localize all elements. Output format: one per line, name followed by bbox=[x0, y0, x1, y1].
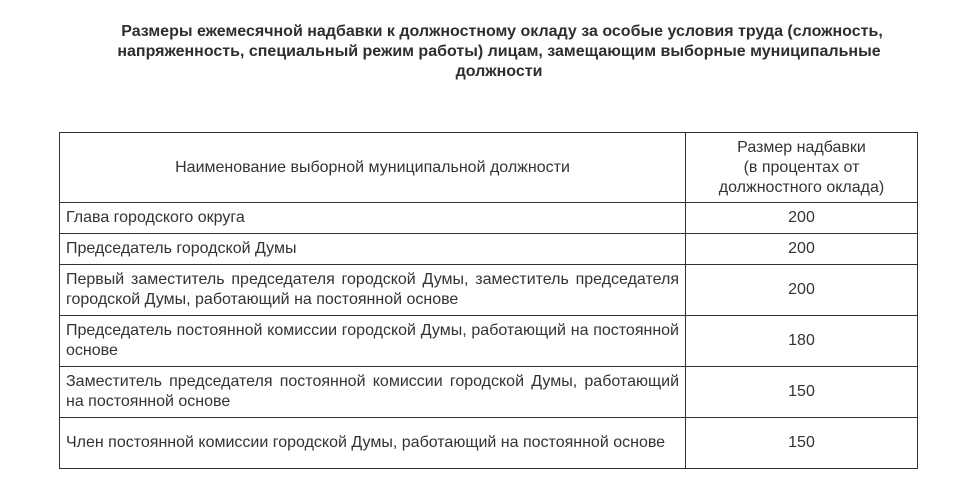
table-row bbox=[60, 367, 918, 418]
allowance-value-cell: 180 bbox=[686, 316, 918, 367]
allowance-value-cell: 200 bbox=[686, 265, 918, 316]
position-name-cell: Глава городского округа bbox=[60, 203, 686, 234]
allowance-value-cell: 150 bbox=[686, 418, 918, 469]
table-row bbox=[60, 265, 918, 316]
allowance-table bbox=[59, 132, 918, 469]
header-allowance-line: Размер надбавки bbox=[737, 138, 866, 156]
position-name-cell: Первый заместитель председателя городской Думы, заместитель председателя городской Думы, работающий на постоянной основе bbox=[60, 265, 686, 316]
title-line: напряженность, специальный режим работы) лицам, замещающим выборные муниципальные bbox=[117, 43, 881, 60]
allowance-value-cell: 200 bbox=[686, 234, 918, 265]
position-name-cell: Председатель постоянной комиссии городской Думы, работающий на постоянной основе bbox=[60, 316, 686, 367]
header-allowance-line: должностного оклада) bbox=[718, 178, 885, 196]
header-allowance-line: (в процентах от bbox=[743, 158, 860, 176]
title-line: Размеры ежемесячной надбавки к должностному окладу за особые условия труда (сложность, bbox=[121, 23, 883, 40]
header-position-name: Наименование выборной муниципальной должности bbox=[60, 133, 686, 203]
position-name-cell: Заместитель председателя постоянной комиссии городской Думы, работающий на постоянной основе bbox=[60, 367, 686, 418]
allowance-value-cell: 200 bbox=[686, 203, 918, 234]
title-line: должности bbox=[455, 63, 543, 80]
document-title bbox=[75, 22, 923, 82]
table-header-row bbox=[60, 133, 918, 203]
table-row bbox=[60, 234, 918, 265]
table-row bbox=[60, 418, 918, 469]
position-name-cell: Председатель городской Думы bbox=[60, 234, 686, 265]
allowance-value-cell: 150 bbox=[686, 367, 918, 418]
header-allowance-size bbox=[686, 133, 918, 203]
position-name-cell: Член постоянной комиссии городской Думы, работающий на постоянной основе bbox=[60, 418, 686, 469]
table-row bbox=[60, 203, 918, 234]
table-row bbox=[60, 316, 918, 367]
